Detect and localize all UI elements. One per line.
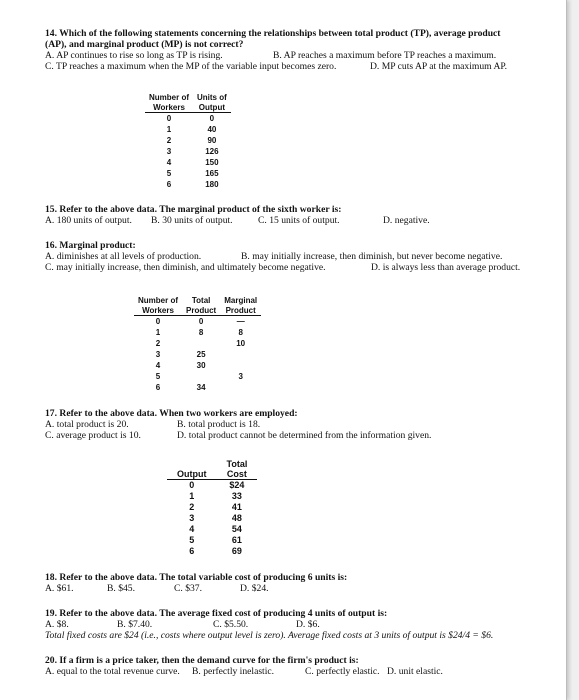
table-cell: 3: [238, 372, 243, 381]
q17-option-c: C. average product is 10.: [45, 430, 141, 441]
t1-header-1a: Number of: [149, 93, 189, 102]
q15-stem: 15. Refer to the above data. The marginal product of the sixth worker is:: [45, 204, 342, 215]
table-row: [134, 382, 261, 393]
table-cell: 180: [205, 180, 219, 189]
table-cell: 0: [189, 480, 195, 490]
q18-option-d: D. $24.: [240, 583, 269, 594]
workers-output-table: [145, 93, 231, 190]
q14-stem-line1: 14. Which of the following statements concerning the relationships between total product (TP), average product: [45, 28, 501, 39]
table-row: [134, 327, 261, 338]
table-row: [134, 360, 261, 371]
q19-option-d: D. $6.: [296, 619, 320, 630]
q17-option-b: B. total product is 18.: [177, 419, 261, 430]
q16-option-c: C. may initially increase, then diminish, and ultimately become negative.: [45, 262, 326, 273]
q19-stem: 19. Refer to the above data. The average fixed cost of producing 4 units of output is:: [45, 608, 388, 619]
table-cell: 3: [189, 513, 195, 523]
q20-option-a: A. equal to the total revenue curve.: [45, 666, 180, 677]
table-cell: [182, 338, 220, 349]
table-cell: 2: [189, 502, 195, 512]
q19-option-c: C. $5.50.: [213, 619, 249, 630]
table-row: [134, 338, 261, 349]
q14-option-a: A. AP continues to rise so long as TP is rising.: [45, 50, 223, 61]
table-cell: 1: [189, 491, 195, 501]
q17-option-a: A. total product is 20.: [45, 419, 129, 430]
table-cell: 3: [166, 147, 172, 156]
table-row: [134, 371, 261, 382]
table-row: [145, 168, 231, 179]
table-cell: 6: [155, 383, 161, 392]
q18-option-a: A. $61.: [45, 583, 74, 594]
q14-stem-line2: (AP), and marginal product (MP) is not correct?: [45, 39, 244, 50]
table-cell: 0: [209, 114, 215, 123]
table-row: [145, 179, 231, 190]
table-cell: 1: [166, 125, 172, 134]
table-cell: 0: [198, 317, 204, 326]
t3-header-2b: Cost: [217, 470, 258, 480]
q19-option-b: B. $7.40.: [117, 619, 153, 630]
q19-option-a: A. $8.: [45, 619, 69, 630]
table-cell: 0: [155, 317, 161, 326]
table-cell: 165: [205, 169, 219, 178]
table-cell: 41: [231, 502, 242, 512]
q16-option-a: A. diminishes at all levels of production.: [45, 251, 202, 262]
t3-header-1b: Output: [167, 470, 217, 480]
t2-header-1a: Number of: [138, 296, 178, 305]
table-row: [145, 157, 231, 168]
table-row: [145, 113, 231, 125]
table-cell: 126: [205, 147, 219, 156]
t1-header-2b: Output: [193, 103, 231, 113]
table-cell: 6: [166, 180, 172, 189]
q18-option-b: B. $45.: [107, 583, 135, 594]
table-row: [145, 146, 231, 157]
table-cell: 5: [166, 169, 172, 178]
t2-header-1b: Workers: [134, 306, 182, 316]
table-row: [167, 502, 257, 513]
table-cell: 2: [155, 339, 161, 348]
table-row: [167, 491, 257, 502]
table-cell: 30: [196, 361, 206, 370]
workers-total-marginal-table: [134, 296, 261, 393]
table-cell: 8: [238, 328, 243, 337]
table-cell: 48: [231, 513, 242, 523]
output-total-cost-table: [167, 460, 257, 557]
t2-header-2b: Product: [182, 306, 220, 316]
table-cell: 4: [166, 158, 172, 167]
table-row: [167, 546, 257, 557]
table-cell: 3: [155, 350, 161, 359]
t2-header-3b: Product: [220, 306, 261, 316]
t2-header-2a: Total: [191, 296, 211, 305]
table-cell: 40: [207, 125, 217, 134]
q19-explanation: Total fixed costs are $24 (i.e., costs where output level is zero). Average fixed costs at 3 units of output is $24/4 = $6.: [45, 630, 494, 641]
q16-option-b: B. may initially increase, then diminish, but never become negative.: [241, 251, 503, 262]
table-cell: 6: [189, 546, 195, 556]
table-cell: 150: [205, 158, 219, 167]
table-cell: 33: [231, 491, 242, 501]
q15-option-c: C. 15 units of output.: [258, 215, 340, 226]
table-row: [167, 535, 257, 546]
q16-option-d: D. is always less than average product.: [371, 262, 521, 273]
table-cell: [182, 371, 220, 382]
q15-option-d: D. negative.: [383, 215, 430, 226]
table-row: [134, 316, 261, 328]
table-cell: 5: [155, 372, 161, 381]
q17-stem: 17. Refer to the above data. When two workers are employed:: [45, 408, 298, 419]
table-row: [134, 349, 261, 360]
q20-option-c: C. perfectly elastic.: [305, 666, 380, 677]
q14-option-d: D. MP cuts AP at the maximum AP.: [370, 61, 508, 72]
table-cell: 4: [155, 361, 161, 370]
table-row: [167, 524, 257, 535]
table-cell: 90: [207, 136, 217, 145]
table-cell: 4: [189, 524, 195, 534]
table-row: [145, 124, 231, 135]
q18-stem: 18. Refer to the above data. The total variable cost of producing 6 units is:: [45, 572, 348, 583]
table-cell: 8: [198, 328, 204, 337]
q15-option-a: A. 180 units of output.: [45, 215, 132, 226]
table-row: [167, 480, 257, 492]
table-cell: [220, 349, 261, 360]
t1-header-1b: Workers: [145, 103, 193, 113]
table-cell: 1: [155, 328, 161, 337]
q14-option-b: B. AP reaches a maximum before TP reaches a maximum.: [273, 50, 497, 61]
table-cell: [220, 360, 261, 371]
table-cell: 2: [166, 136, 172, 145]
t2-header-3a: Marginal: [224, 296, 258, 305]
table-row: [167, 513, 257, 524]
q14-option-c: C. TP reaches a maximum when the MP of the variable input becomes zero.: [45, 61, 337, 72]
table-cell: 54: [231, 524, 242, 534]
q20-option-d: D. unit elastic.: [387, 666, 443, 677]
q17-option-d: D. total product cannot be determined from the information given.: [177, 430, 432, 441]
table-cell: [220, 382, 261, 393]
table-cell: 10: [236, 339, 246, 348]
table-cell: 5: [189, 535, 195, 545]
table-cell: —: [236, 317, 245, 326]
table-row: [145, 135, 231, 146]
table-cell: 61: [231, 535, 242, 545]
table-cell: $24: [229, 480, 245, 490]
q16-stem: 16. Marginal product:: [45, 240, 136, 251]
q15-option-b: B. 30 units of output.: [151, 215, 233, 226]
table-cell: 34: [196, 383, 206, 392]
table-cell: 25: [196, 350, 206, 359]
q20-option-b: B. perfectly inelastic.: [192, 666, 275, 677]
q18-option-c: C. $37.: [174, 583, 202, 594]
t1-header-2a: Units of: [197, 93, 227, 102]
table-cell: 69: [231, 546, 242, 556]
table-cell: 0: [166, 114, 172, 123]
t3-header-2a: Total: [226, 459, 248, 469]
q20-stem: 20. If a firm is a price taker, then the demand curve for the firm's product is:: [45, 655, 359, 666]
